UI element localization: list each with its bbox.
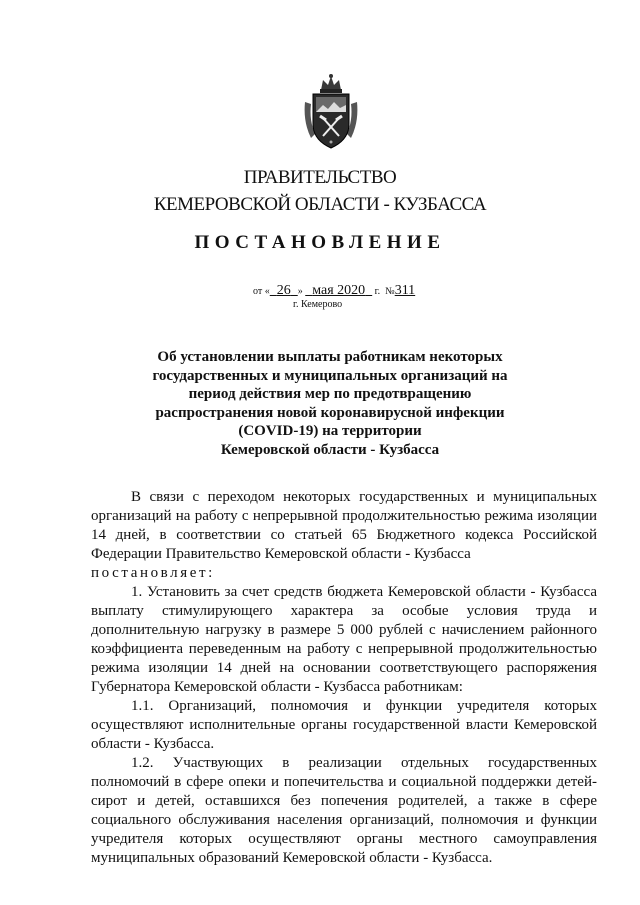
date-day: 26 [276,283,291,298]
title-line: Кемеровской области - Кузбасса [220,441,440,458]
document-body [91,488,597,868]
title-line: Об установлении выплаты работникам некоторых [157,349,503,365]
document-number: 311 [394,283,416,298]
number-label: № [385,286,395,297]
coat-of-arms-emblem [301,72,361,152]
clause-1-2: 1.2. Участвующих в реализации отдельных государственных полномочий в сфере опеки и попечительства и социальной поддержки детей-сирот и детей, оставшихся без попечения родителей, а также в сфере социального обслуживания населения организаций, полномочия и функции учредителя которых осуществляют органы местного самоуправления муниципальных образований Кемеровской области - Кузбасса. [91,755,597,866]
clause-1: 1. Установить за счет средств бюджета Кемеровской области - Кузбасса выплату стимулирующего характера за особые условия труда и дополнительную нагрузку в размере 5 000 рублей с начислением районного коэффициента переведенным на работу с непрерывной продолжительностью режима изоляции 14 дней на основании соответствующего распоряжения Губернатора Кемеровской области - Кузбасса работникам: [91,584,597,695]
government-name-line1: ПРАВИТЕЛЬСТВО [243,167,397,188]
resolves-word: постановляет: [91,565,215,581]
government-name-line2: КЕМЕРОВСКОЙ ОБЛАСТИ - КУЗБАССА [153,194,487,215]
document-title [150,348,510,459]
date-year-suffix: г. [374,286,381,297]
date-month-year: мая 2020 [312,283,366,298]
intro-paragraph: В связи с переходом некоторых государственных и муниципальных организаций на работу с непрерывной продолжительностью режима изоляции 14 дней, в соответствии со статьей 65 Бюджетного кодекса Российской Федерации Правительство Кемеровской области - Кузбасса [91,489,597,562]
date-quote-close: » [297,286,303,297]
title-line: период действия мер по предотвращению [188,386,472,402]
date-prefix: от « [253,286,270,297]
clause-1-1: 1.1. Организаций, полномочия и функции учредителя которых осуществляют исполнительные органы государственной власти Кемеровской области - Кузбасса. [91,698,597,752]
title-line: (COVID-19) на территории [238,423,422,439]
title-line: распространения новой коронавирусной инфекции [155,404,505,421]
city: г. Кемерово [293,299,343,310]
document-type: ПОСТАНОВЛЕНИЕ [194,232,446,253]
title-line: государственных и муниципальных организаций на [152,367,508,384]
date-line [253,283,415,300]
